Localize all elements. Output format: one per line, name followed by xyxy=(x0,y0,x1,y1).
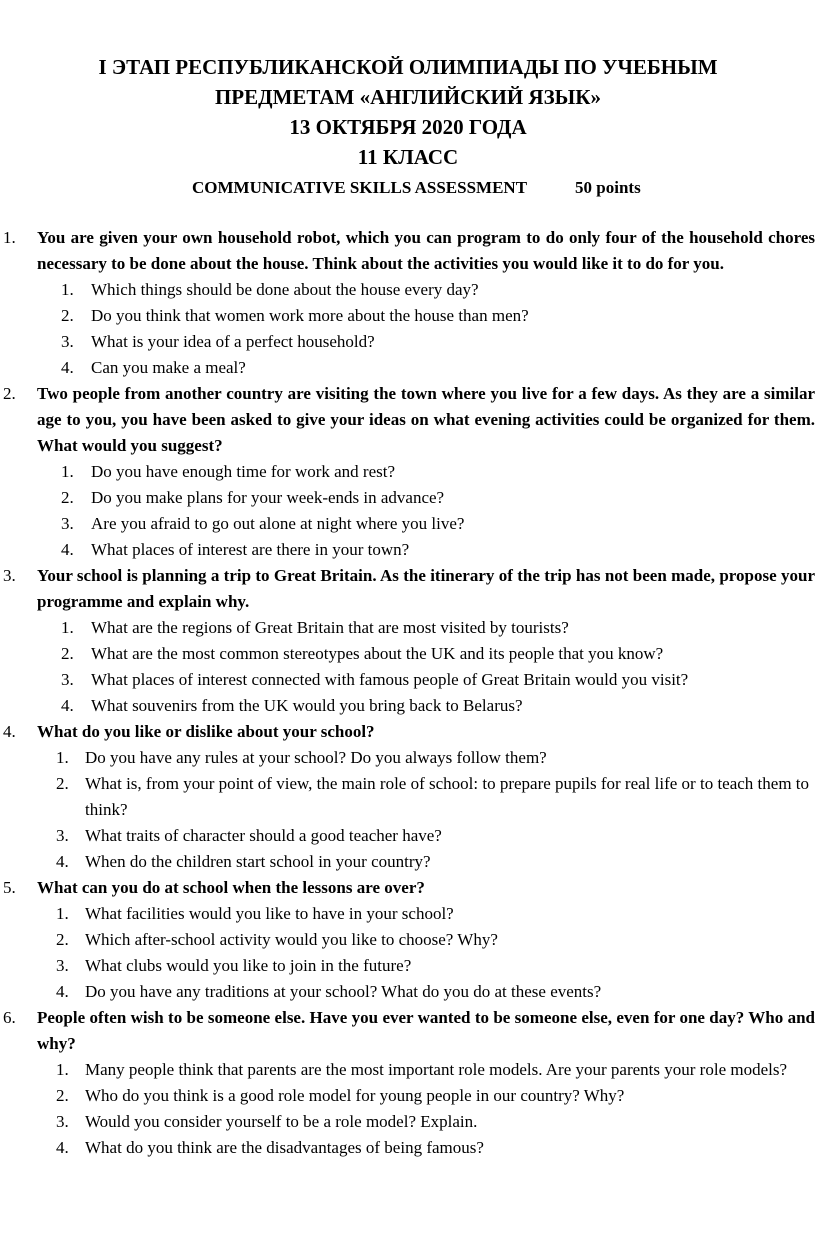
question-number: 1. xyxy=(61,462,74,481)
task-number: 6. xyxy=(3,1008,16,1027)
task-3 xyxy=(0,563,816,719)
question-number: 3. xyxy=(56,826,69,845)
question-number: 1. xyxy=(56,748,69,767)
question-text: Which after-school activity would you like to choose? Why? xyxy=(85,930,498,949)
question-item xyxy=(0,667,816,693)
title-line-2: ПРЕДМЕТАМ «АНГЛИЙСКИЙ ЯЗЫК» xyxy=(214,85,602,109)
question-text: What traits of character should a good teacher have? xyxy=(85,826,442,845)
task-number: 3. xyxy=(3,566,16,585)
question-text: What are the most common stereotypes about the UK and its people that you know? xyxy=(91,644,664,663)
question-text: When do the children start school in your country? xyxy=(85,852,431,871)
question-item xyxy=(0,1057,816,1083)
question-item xyxy=(0,641,816,667)
task-6 xyxy=(0,1005,816,1161)
question-item xyxy=(0,1083,816,1109)
question-number: 1. xyxy=(61,280,74,299)
question-text: Do you have any traditions at your school? What do you do at these events? xyxy=(85,982,602,1001)
question-item xyxy=(0,329,816,355)
question-number: 1. xyxy=(61,618,74,637)
question-list xyxy=(0,277,816,381)
task-2 xyxy=(0,381,816,563)
question-item xyxy=(0,901,816,927)
question-number: 4. xyxy=(56,852,69,871)
question-list xyxy=(0,745,816,875)
question-text: Which things should be done about the house every day? xyxy=(91,280,479,299)
question-item xyxy=(0,1109,816,1135)
question-number: 2. xyxy=(61,488,74,507)
question-number: 4. xyxy=(61,540,74,559)
question-number: 4. xyxy=(56,982,69,1001)
question-text: What souvenirs from the UK would you bring back to Belarus? xyxy=(91,696,523,715)
question-number: 2. xyxy=(56,1086,69,1105)
question-item xyxy=(0,511,816,537)
task-4 xyxy=(0,719,816,875)
question-text: Do you have enough time for work and rest? xyxy=(91,462,396,481)
question-item xyxy=(0,849,816,875)
task-prompt: Two people from another country are visiting the town where you live for a few days. As they are a similar age to you, you have been asked to give your ideas on what evening activities could be organized for them. What would you suggest? xyxy=(37,384,815,455)
question-item xyxy=(0,537,816,563)
assessment-points: 50 points xyxy=(575,178,641,197)
task-number: 4. xyxy=(3,722,16,741)
task-5 xyxy=(0,875,816,1005)
question-item xyxy=(0,1135,816,1161)
question-number: 3. xyxy=(61,670,74,689)
question-item xyxy=(0,823,816,849)
title-line-1: I ЭТАП РЕСПУБЛИКАНСКОЙ ОЛИМПИАДЫ ПО УЧЕБНЫМ xyxy=(98,55,718,79)
question-text: Can you make a meal? xyxy=(91,358,246,377)
question-number: 3. xyxy=(61,332,74,351)
question-text: What clubs would you like to join in the future? xyxy=(85,956,412,975)
question-list xyxy=(0,901,816,1005)
task-list xyxy=(0,225,816,1161)
question-item xyxy=(0,745,816,771)
question-number: 2. xyxy=(61,644,74,663)
question-item xyxy=(0,953,816,979)
question-item xyxy=(0,693,816,719)
question-item xyxy=(0,355,816,381)
question-item xyxy=(0,485,816,511)
question-item xyxy=(0,771,816,823)
question-number: 4. xyxy=(61,358,74,377)
question-text: Do you make plans for your week-ends in advance? xyxy=(91,488,445,507)
question-text: Many people think that parents are the most important role models. Are your parents your role models? xyxy=(85,1060,788,1079)
question-number: 4. xyxy=(56,1138,69,1157)
question-item xyxy=(0,459,816,485)
question-number: 1. xyxy=(56,1060,69,1079)
question-number: 2. xyxy=(56,930,69,949)
question-text: What places of interest are there in your town? xyxy=(91,540,410,559)
question-text: What places of interest connected with famous people of Great Britain would you visit? xyxy=(91,670,689,689)
question-number: 4. xyxy=(61,696,74,715)
question-list xyxy=(0,615,816,719)
title-block xyxy=(0,52,816,172)
question-text: Do you think that women work more about the house than men? xyxy=(91,306,529,325)
title-line-4: 11 КЛАСС xyxy=(357,145,459,169)
question-text: What are the regions of Great Britain that are most visited by tourists? xyxy=(91,618,569,637)
question-number: 3. xyxy=(61,514,74,533)
question-number: 1. xyxy=(56,904,69,923)
task-prompt: You are given your own household robot, which you can program to do only four of the household chores necessary to be done about the house. Think about the activities you would like it to do for you. xyxy=(37,228,815,273)
question-text: Do you have any rules at your school? Do you always follow them? xyxy=(85,748,547,767)
task-number: 2. xyxy=(3,384,16,403)
task-prompt: People often wish to be someone else. Have you ever wanted to be someone else, even for one day? Who and why? xyxy=(37,1008,815,1053)
question-number: 2. xyxy=(61,306,74,325)
question-number: 3. xyxy=(56,1112,69,1131)
question-item xyxy=(0,615,816,641)
task-number: 5. xyxy=(3,878,16,897)
question-list xyxy=(0,1057,816,1161)
task-prompt: Your school is planning a trip to Great Britain. As the itinerary of the trip has not been made, propose your programme and explain why. xyxy=(37,566,815,611)
task-number: 1. xyxy=(3,228,16,247)
question-number: 2. xyxy=(56,774,69,793)
question-text: What do you think are the disadvantages of being famous? xyxy=(85,1138,484,1157)
question-text: What is your idea of a perfect household? xyxy=(91,332,375,351)
question-item xyxy=(0,979,816,1005)
question-text: Who do you think is a good role model for young people in our country? Why? xyxy=(85,1086,625,1105)
title-line-3: 13 ОКТЯБРЯ 2020 ГОДА xyxy=(289,115,527,139)
question-item xyxy=(0,303,816,329)
question-item xyxy=(0,277,816,303)
question-text: Are you afraid to go out alone at night where you live? xyxy=(91,514,465,533)
assessment-title: COMMUNICATIVE SKILLS ASSESSMENT xyxy=(192,178,528,197)
question-item xyxy=(0,927,816,953)
question-number: 3. xyxy=(56,956,69,975)
question-list xyxy=(0,459,816,563)
task-prompt: What can you do at school when the lessons are over? xyxy=(37,878,425,897)
question-text: What is, from your point of view, the main role of school: to prepare pupils for real life or to teach them to think? xyxy=(85,774,810,819)
task-1 xyxy=(0,225,816,381)
assessment-line xyxy=(192,177,641,199)
question-text: What facilities would you like to have in your school? xyxy=(85,904,454,923)
task-prompt: What do you like or dislike about your school? xyxy=(37,722,375,741)
question-text: Would you consider yourself to be a role model? Explain. xyxy=(85,1112,478,1131)
